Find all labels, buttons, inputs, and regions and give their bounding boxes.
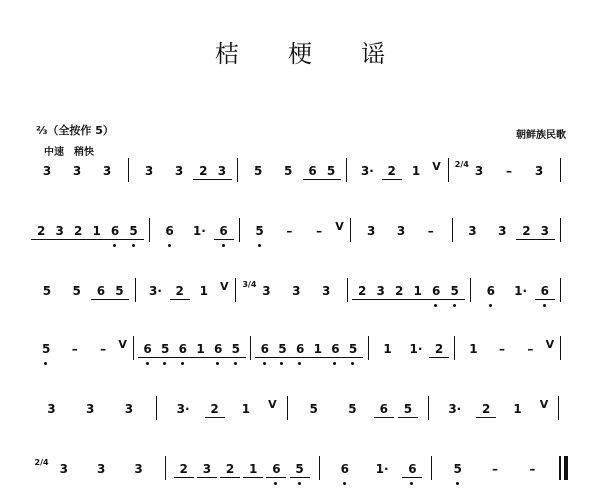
barline (350, 218, 351, 242)
dash-mark: – (506, 164, 512, 178)
barline (560, 218, 561, 242)
note: 3 (292, 284, 301, 298)
dash-mark: – (71, 342, 78, 356)
note: 5 (151, 342, 179, 356)
note: 3 (321, 284, 331, 298)
note: 1 (241, 402, 251, 416)
breath-mark: V (268, 398, 277, 411)
note: 1 (383, 342, 392, 356)
time-signature: 2/4 (34, 458, 49, 467)
barline (235, 278, 236, 302)
note: 3 (144, 164, 154, 178)
note: 3 (367, 224, 376, 238)
note: 3 (96, 462, 106, 476)
breath-mark: V (545, 338, 555, 351)
title-char: 梗 (288, 40, 312, 68)
note: 6 (286, 342, 314, 356)
barline (287, 396, 288, 420)
note: 2 (189, 164, 217, 178)
title-char: 桔 (214, 40, 239, 68)
note: 2 (425, 342, 453, 356)
note: 6 (87, 284, 115, 298)
notation-row (0, 458, 600, 502)
dash-mark: – (100, 342, 107, 356)
note: 1· (409, 342, 423, 356)
note: 6 (101, 224, 129, 238)
note: 5 (246, 224, 274, 238)
note: 2 (166, 284, 194, 298)
barline (560, 158, 561, 182)
note: 2 (170, 462, 198, 476)
note: 1 (404, 284, 432, 298)
note: 3· (149, 284, 162, 298)
notation-row (0, 280, 600, 324)
barline (454, 336, 455, 360)
song-title (0, 34, 600, 69)
note: 6 (477, 284, 505, 298)
note: 1 (411, 164, 421, 178)
breath-mark: V (118, 338, 127, 351)
note: 5 (32, 342, 60, 356)
note: 3 (367, 284, 395, 298)
barline (470, 278, 471, 302)
note: 6 (398, 462, 426, 476)
note: 2 (385, 284, 413, 298)
note: 6 (299, 164, 327, 178)
note: 1 (187, 342, 215, 356)
dash-mark: – (529, 462, 536, 476)
barline (452, 218, 453, 242)
note: 3 (174, 164, 184, 178)
dash-mark: – (491, 462, 498, 476)
note: 6 (331, 462, 359, 476)
barline (431, 456, 432, 480)
note: 5 (72, 284, 81, 298)
final-barline (559, 456, 561, 480)
note: 3 (46, 224, 74, 238)
time-signature: 3/4 (242, 280, 257, 289)
note: 3· (360, 164, 374, 178)
note: 3· (176, 402, 190, 416)
barline (149, 218, 150, 242)
note: 1 (239, 462, 267, 476)
note: 1· (192, 224, 206, 238)
time-signature: 2/4 (454, 160, 469, 169)
note: 3 (85, 402, 95, 416)
note: 3 (534, 164, 544, 178)
notation-row (0, 220, 600, 264)
notation-row (0, 338, 600, 382)
note: 5 (42, 284, 52, 298)
barline (156, 396, 157, 420)
note: 3 (396, 224, 406, 238)
breath-mark: V (432, 160, 441, 173)
note: 2 (472, 402, 500, 416)
note: 6 (531, 284, 559, 298)
note: 5 (105, 284, 133, 298)
note: 3 (59, 462, 68, 476)
barline (319, 456, 320, 480)
note: 5 (394, 402, 422, 416)
note: 3 (124, 402, 134, 416)
note: 3 (42, 164, 52, 178)
dash-mark: – (316, 224, 323, 238)
barline (558, 396, 559, 420)
note: 5 (309, 402, 318, 416)
breath-mark: V (335, 220, 344, 233)
note: 6 (321, 342, 349, 356)
notation-row (0, 160, 600, 204)
note: 6 (204, 342, 232, 356)
note: 6 (251, 342, 279, 356)
note: 5 (348, 402, 357, 416)
note: 3 (468, 224, 477, 238)
barline (128, 158, 129, 182)
barline (346, 158, 347, 182)
note: 5 (222, 342, 250, 356)
note: 3· (448, 402, 462, 416)
note: 1 (513, 402, 522, 416)
barline (135, 278, 136, 302)
breath-mark: V (539, 398, 549, 411)
note: 2 (201, 402, 229, 416)
barline (165, 456, 166, 480)
note: 3 (531, 224, 559, 238)
note: 5 (284, 164, 293, 178)
note: 3 (498, 224, 507, 238)
note: 2 (216, 462, 244, 476)
note: 5 (441, 284, 469, 298)
note: 3 (72, 164, 82, 178)
note: 2 (64, 224, 92, 238)
note: 3 (102, 164, 112, 178)
note: 5 (339, 342, 367, 356)
note: 1 (469, 342, 478, 356)
note: 5 (254, 164, 263, 178)
barline (560, 278, 561, 302)
key-signature: ⅔（全按作 5） (36, 124, 114, 137)
note: 6 (134, 342, 162, 356)
dash-mark: – (498, 342, 505, 356)
notation-row (0, 398, 600, 442)
note: 6 (262, 462, 290, 476)
note: 2 (27, 224, 55, 238)
song-origin: 朝鲜族民歌 (516, 130, 566, 141)
note: 6 (156, 224, 184, 238)
note: 6 (169, 342, 197, 356)
note: 5 (317, 164, 345, 178)
note: 6 (370, 402, 398, 416)
breath-mark: V (219, 280, 229, 293)
note: 3 (193, 462, 221, 476)
note: 5 (268, 342, 296, 356)
note: 2 (378, 164, 406, 178)
note: 5 (444, 462, 472, 476)
note: 3 (208, 164, 236, 178)
note: 2 (348, 284, 376, 298)
note: 1 (304, 342, 332, 356)
barline (237, 158, 238, 182)
note: 1· (514, 284, 528, 298)
barline (239, 218, 240, 242)
note: 2 (512, 224, 540, 238)
barline (368, 336, 369, 360)
note: 3 (474, 164, 484, 178)
note: 1· (375, 462, 389, 476)
note: 1 (199, 284, 208, 298)
note: 6 (210, 224, 238, 238)
barline (448, 158, 449, 182)
note: 3 (134, 462, 143, 476)
tempo-marking: 中速 稍快 (44, 147, 94, 158)
note: 1 (83, 224, 111, 238)
dash-mark: – (286, 224, 293, 238)
barline (428, 396, 429, 420)
barline (560, 336, 561, 360)
note: 5 (120, 224, 148, 238)
note: 6 (422, 284, 450, 298)
note: 5 (286, 462, 314, 476)
title-char: 谣 (361, 40, 386, 68)
note: 3 (262, 284, 271, 298)
dash-mark: – (427, 224, 434, 238)
note: 3 (47, 402, 56, 416)
dash-mark: – (527, 342, 534, 356)
